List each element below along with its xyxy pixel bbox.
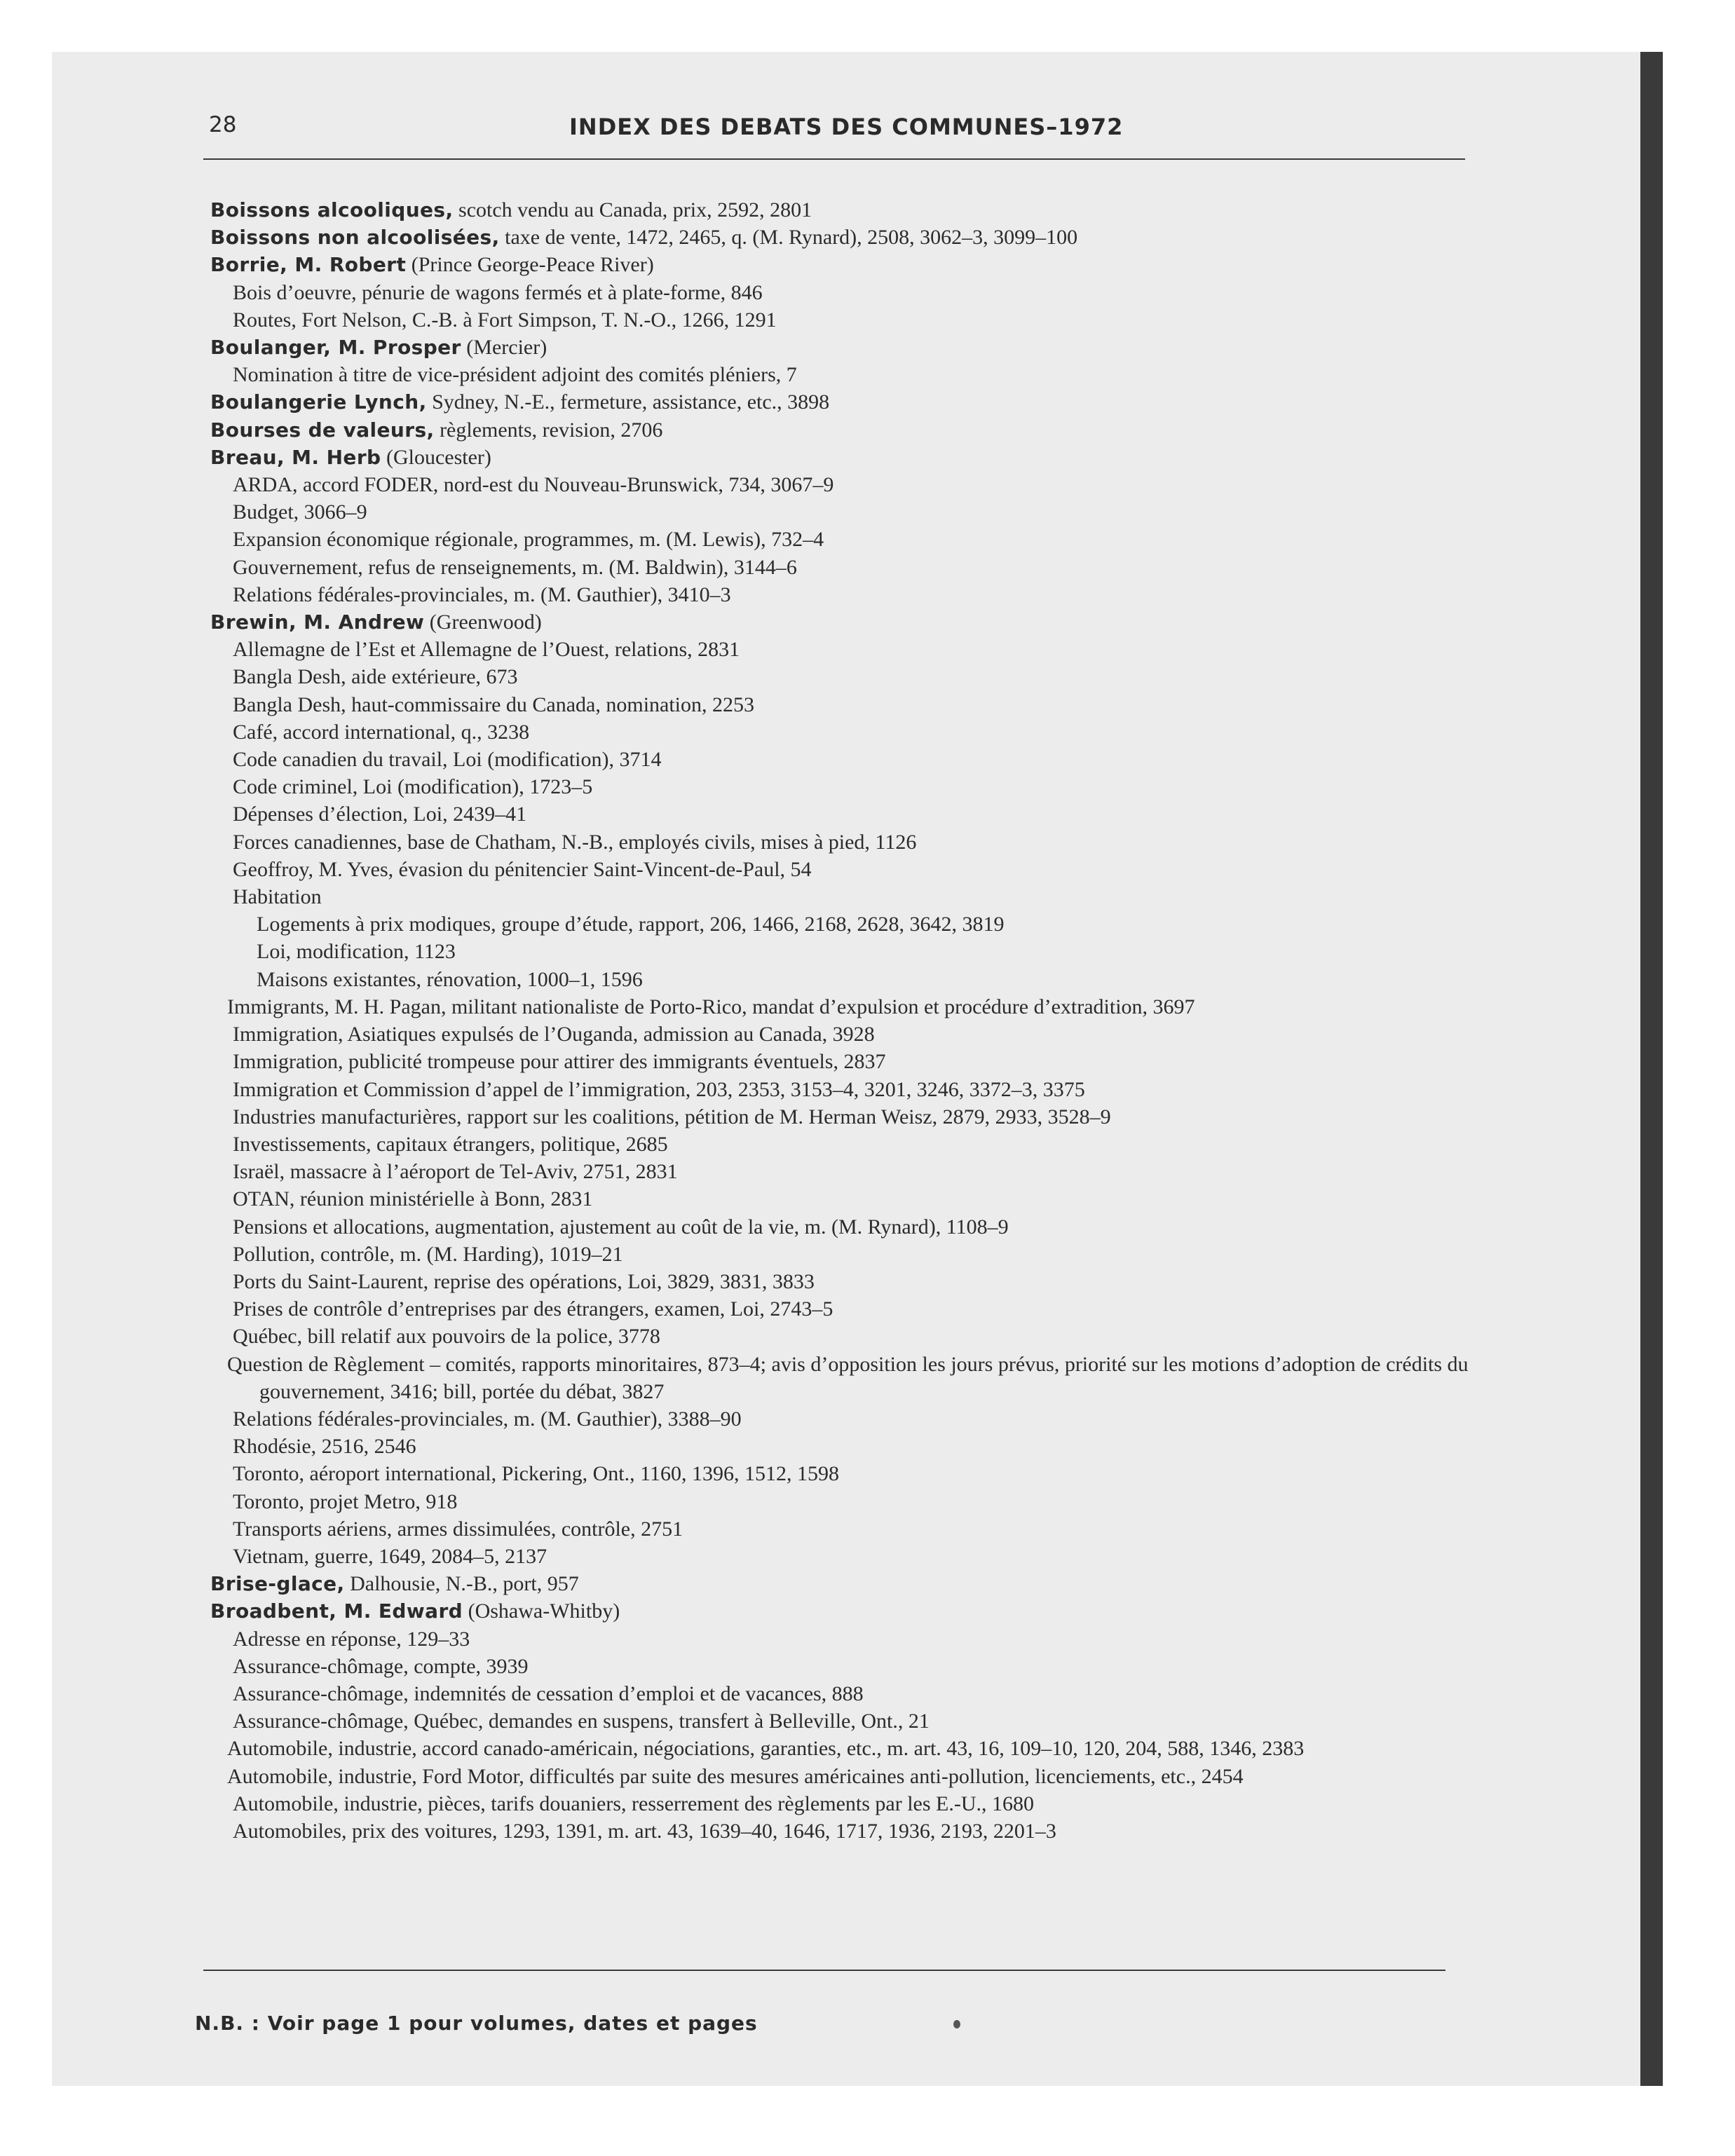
- index-subentry: [203, 800, 1472, 828]
- index-heading-entry: [203, 334, 1472, 361]
- entry-text: Immigration, Asiatiques expulsés de l’Ouganda, admission au Canada, 3928: [233, 1023, 875, 1046]
- index-subentry: [203, 1103, 1472, 1131]
- entry-text: (Oshawa-Whitby): [463, 1599, 620, 1623]
- index-subentry: [203, 773, 1472, 800]
- entry-text: Pollution, contrôle, m. (M. Harding), 1019–21: [233, 1242, 623, 1266]
- entry-heading: Broadbent, M. Edward: [210, 1599, 463, 1623]
- index-subentry: [203, 828, 1472, 856]
- index-subentry: [203, 691, 1472, 718]
- entry-text: Expansion économique régionale, programmes, m. (M. Lewis), 732–4: [233, 528, 824, 552]
- entry-heading: Boulangerie Lynch,: [210, 390, 427, 414]
- index-subentry: [203, 1433, 1472, 1460]
- index-subentry: [203, 554, 1472, 581]
- index-subentry: [203, 993, 1472, 1021]
- index-subentry: [203, 1131, 1472, 1158]
- index-subentry: [203, 1268, 1472, 1295]
- entry-text: Forces canadiennes, base de Chatham, N.-B., employés civils, mises à pied, 1126: [233, 830, 917, 854]
- index-subentry: [203, 883, 1472, 910]
- entry-text: Dépenses d’élection, Loi, 2439–41: [233, 803, 527, 826]
- entry-text: taxe de vente, 1472, 2465, q. (M. Rynard), 2508, 3062–3, 3099–100: [499, 226, 1078, 250]
- entry-text: (Greenwood): [424, 610, 542, 634]
- index-subentry: [203, 1735, 1472, 1762]
- entry-text: Allemagne de l’Est et Allemagne de l’Ouest, relations, 2831: [233, 638, 740, 662]
- index-subentry: [203, 1790, 1472, 1817]
- entry-text: Bangla Desh, haut-commissaire du Canada, nomination, 2253: [233, 692, 755, 716]
- entry-text: Relations fédérales-provinciales, m. (M. Gauthier), 3410–3: [233, 582, 731, 606]
- print-speck: [953, 2020, 960, 2028]
- entry-heading: Borrie, M. Robert: [210, 253, 407, 277]
- entry-text: Logements à prix modiques, groupe d’étude, rapport, 206, 1466, 2168, 2628, 3642, 3819: [257, 913, 1005, 936]
- entry-text: Québec, bill relatif aux pouvoirs de la police, 3778: [233, 1325, 660, 1349]
- entry-text: Adresse en réponse, 129–33: [233, 1627, 470, 1651]
- index-subentry: [203, 1515, 1472, 1543]
- entry-text: Bangla Desh, aide extérieure, 673: [233, 665, 518, 689]
- entry-text: Nomination à titre de vice-président adjoint des comités pléniers, 7: [233, 363, 797, 387]
- index-subentry: [203, 1460, 1472, 1487]
- index-subsubentry: [203, 966, 1472, 993]
- index-heading-entry: [203, 444, 1472, 471]
- entry-heading: Boissons alcooliques,: [210, 198, 454, 221]
- index-heading-entry: [203, 1570, 1472, 1597]
- entry-heading: Bourses de valeurs,: [210, 418, 435, 442]
- index-subentry: [203, 1680, 1472, 1707]
- entry-text: Immigration et Commission d’appel de l’immigration, 203, 2353, 3153–4, 3201, 3246, 3372–3, 3375: [233, 1077, 1085, 1101]
- entry-text: Geoffroy, M. Yves, évasion du pénitencier Saint-Vincent-de-Paul, 54: [233, 857, 812, 881]
- entry-text: (Gloucester): [381, 445, 491, 469]
- index-subentry: [203, 1295, 1472, 1323]
- entry-text: Habitation: [233, 885, 322, 909]
- entry-text: Prises de contrôle d’entreprises par des étrangers, examen, Loi, 2743–5: [233, 1297, 834, 1321]
- index-entries: [203, 196, 1472, 1845]
- index-subentry: [203, 1488, 1472, 1515]
- entry-text: Maisons existantes, rénovation, 1000–1, 1596: [257, 967, 643, 991]
- page-number: 28: [209, 112, 237, 137]
- index-subentry: [203, 1158, 1472, 1185]
- entry-text: Toronto, aéroport international, Pickering, Ont., 1160, 1396, 1512, 1598: [233, 1462, 839, 1486]
- entry-heading: Breau, M. Herb: [210, 445, 381, 469]
- index-subentry: [203, 1543, 1472, 1570]
- index-subentry: [203, 1021, 1472, 1048]
- entry-text: Assurance-chômage, compte, 3939: [233, 1654, 529, 1678]
- entry-text: Ports du Saint-Laurent, reprise des opérations, Loi, 3829, 3831, 3833: [233, 1269, 815, 1293]
- index-subentry: [203, 1707, 1472, 1735]
- entry-text: Immigration, publicité trompeuse pour attirer des immigrants éventuels, 2837: [233, 1050, 886, 1074]
- index-heading-entry: [203, 1597, 1472, 1625]
- entry-text: Budget, 3066–9: [233, 500, 367, 524]
- entry-text: Relations fédérales-provinciales, m. (M. Gauthier), 3388–90: [233, 1407, 742, 1431]
- index-subentry: [203, 1653, 1472, 1680]
- entry-text: Automobile, industrie, accord canado-américain, négociations, garanties, etc., m. art. 43, 16, 109–10, 120, 204, 588, 1346, 2383: [227, 1737, 1305, 1761]
- index-heading-entry: [203, 251, 1472, 278]
- entry-text: Routes, Fort Nelson, C.-B. à Fort Simpson, T. N.-O., 1266, 1291: [233, 308, 777, 332]
- index-subsubentry: [203, 938, 1472, 965]
- entry-text: OTAN, réunion ministérielle à Bonn, 2831: [233, 1187, 593, 1211]
- entry-heading: Brise-glace,: [210, 1572, 345, 1596]
- entry-text: Toronto, projet Metro, 918: [233, 1489, 458, 1513]
- entry-text: Automobiles, prix des voitures, 1293, 1391, m. art. 43, 1639–40, 1646, 1717, 1936, 2193, 2201–3: [233, 1819, 1056, 1843]
- entry-text: Dalhousie, N.-B., port, 957: [344, 1572, 579, 1596]
- index-heading-entry: [203, 196, 1472, 224]
- entry-heading: Brewin, M. Andrew: [210, 610, 425, 634]
- entry-text: Question de Règlement – comités, rapports minoritaires, 873–4; avis d’opposition les jours prévus, priorité sur les motions d’adoption de crédits du gouvernement, 3416; bill, portée du débat, 3827: [227, 1352, 1469, 1403]
- index-subsubentry: [203, 910, 1472, 938]
- entry-text: Bois d’oeuvre, pénurie de wagons fermés et à plate-forme, 846: [233, 280, 763, 304]
- index-subentry: [203, 856, 1472, 883]
- entry-text: (Prince George-Peace River): [406, 253, 654, 277]
- index-subentry: [203, 279, 1472, 306]
- entry-text: scotch vendu au Canada, prix, 2592, 2801: [453, 198, 812, 221]
- entry-text: Rhodésie, 2516, 2546: [233, 1435, 416, 1459]
- index-subentry: [203, 1351, 1472, 1405]
- footer-rule: [203, 1970, 1445, 1971]
- index-subentry: [203, 498, 1472, 526]
- entry-text: Immigrants, M. H. Pagan, militant nationaliste de Porto-Rico, mandat d’expulsion et procédure d’extradition, 3697: [227, 995, 1195, 1018]
- entry-text: Automobile, industrie, Ford Motor, difficultés par suite des mesures américaines anti-pollution, licenciements, etc., 2454: [227, 1764, 1244, 1788]
- index-subentry: [203, 581, 1472, 608]
- index-subentry: [203, 1241, 1472, 1268]
- entry-text: Pensions et allocations, augmentation, ajustement au coût de la vie, m. (M. Rynard), 1108–9: [233, 1215, 1009, 1239]
- entry-text: (Mercier): [461, 336, 547, 360]
- index-subentry: [203, 1625, 1472, 1653]
- index-subentry: [203, 471, 1472, 498]
- index-subentry: [203, 746, 1472, 773]
- index-subentry: [203, 361, 1472, 388]
- entry-text: Assurance-chômage, Québec, demandes en suspens, transfert à Belleville, Ont., 21: [233, 1710, 930, 1733]
- index-subentry: [203, 663, 1472, 690]
- entry-heading: Boissons non alcoolisées,: [210, 226, 500, 250]
- index-subentry: [203, 1185, 1472, 1213]
- index-subentry: [203, 1405, 1472, 1433]
- index-heading-entry: [203, 608, 1472, 636]
- entry-text: Gouvernement, refus de renseignements, m. (M. Baldwin), 3144–6: [233, 555, 797, 579]
- entry-text: Investissements, capitaux étrangers, politique, 2685: [233, 1132, 668, 1156]
- header-rule: [203, 158, 1465, 160]
- index-subentry: [203, 306, 1472, 334]
- index-heading-entry: [203, 388, 1472, 416]
- entry-text: Assurance-chômage, indemnités de cessation d’emploi et de vacances, 888: [233, 1681, 864, 1705]
- index-heading-entry: [203, 416, 1472, 444]
- index-subentry: [203, 526, 1472, 553]
- entry-text: Industries manufacturières, rapport sur les coalitions, pétition de M. Herman Weisz, 2879, 2933, 3528–9: [233, 1105, 1111, 1128]
- entry-text: règlements, revision, 2706: [434, 418, 663, 442]
- entry-text: Sydney, N.-E., fermeture, assistance, etc., 3898: [426, 390, 830, 414]
- index-subentry: [203, 1817, 1472, 1845]
- entry-text: Israël, massacre à l’aéroport de Tel-Aviv, 2751, 2831: [233, 1160, 678, 1184]
- entry-text: Vietnam, guerre, 1649, 2084–5, 2137: [233, 1544, 547, 1568]
- entry-heading: Boulanger, M. Prosper: [210, 336, 461, 360]
- index-subentry: [203, 636, 1472, 663]
- footer-note: N.B. : Voir page 1 pour volumes, dates et pages: [195, 2012, 758, 2035]
- index-subentry: [203, 718, 1472, 746]
- index-subentry: [203, 1323, 1472, 1350]
- index-subentry: [203, 1763, 1472, 1790]
- entry-text: Loi, modification, 1123: [257, 940, 456, 964]
- running-head: INDEX DES DEBATS DES COMMUNES–1972: [569, 114, 1124, 140]
- entry-text: Code canadien du travail, Loi (modification), 3714: [233, 748, 662, 772]
- binding-shadow: [1640, 52, 1663, 2086]
- index-subentry: [203, 1213, 1472, 1241]
- entry-text: Code criminel, Loi (modification), 1723–5: [233, 775, 593, 799]
- index-subentry: [203, 1048, 1472, 1075]
- index-subentry: [203, 1076, 1472, 1103]
- entry-text: Café, accord international, q., 3238: [233, 720, 530, 744]
- entry-text: ARDA, accord FODER, nord-est du Nouveau-Brunswick, 734, 3067–9: [233, 473, 834, 497]
- entry-text: Automobile, industrie, pièces, tarifs douaniers, resserrement des règlements par les E.-U., 1680: [233, 1792, 1035, 1815]
- entry-text: Transports aériens, armes dissimulées, contrôle, 2751: [233, 1517, 683, 1541]
- index-heading-entry: [203, 224, 1472, 251]
